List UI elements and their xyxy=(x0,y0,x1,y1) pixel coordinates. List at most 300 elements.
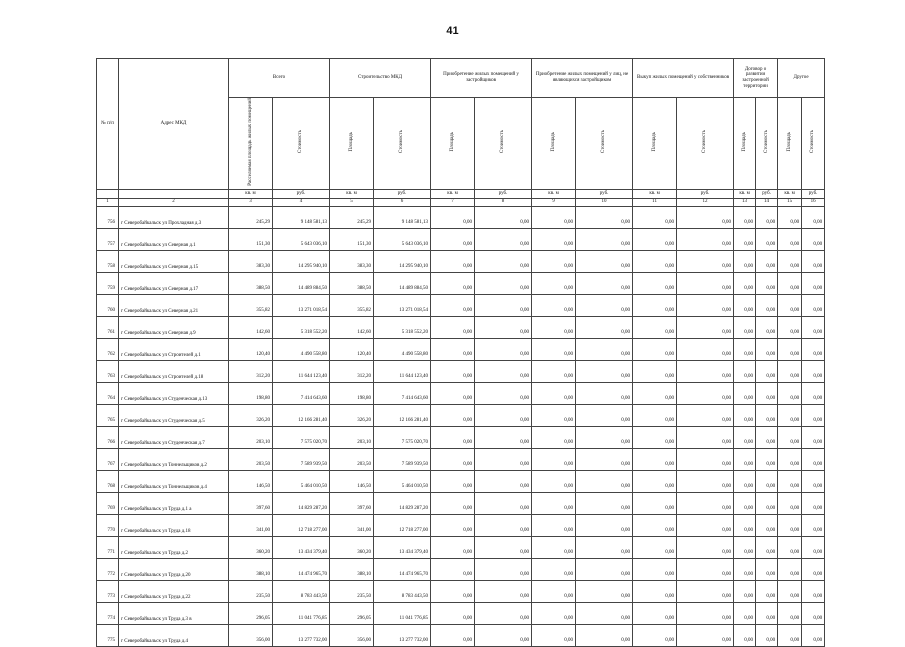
row-value-c13: 0,00 xyxy=(734,272,756,294)
units-cell: кв. м xyxy=(431,189,475,198)
row-value-c15: 0,00 xyxy=(778,558,802,580)
table-row xyxy=(97,536,825,558)
row-total-cost: 14 829 287,20 xyxy=(273,492,330,514)
row-value-c10: 0,00 xyxy=(576,404,633,426)
table-row xyxy=(97,492,825,514)
units-cell: кв. м xyxy=(778,189,802,198)
row-construction-cost: 7 414 643,60 xyxy=(374,382,431,404)
row-value-c16: 0,00 xyxy=(802,602,825,624)
row-number: 771 xyxy=(97,536,119,558)
column-number: 7 xyxy=(431,198,475,206)
row-value-c11: 0,00 xyxy=(633,250,677,272)
row-value-c16: 0,00 xyxy=(802,536,825,558)
row-construction-area: 388,10 xyxy=(330,558,374,580)
row-total-cost: 12 718 277,00 xyxy=(273,514,330,536)
row-value-c12: 0,00 xyxy=(677,316,734,338)
row-address: г Северобайкальск ул Труда д.20 xyxy=(119,558,229,580)
table-row xyxy=(97,448,825,470)
row-value-c11: 0,00 xyxy=(633,426,677,448)
row-value-c12: 0,00 xyxy=(677,426,734,448)
row-value-c7: 0,00 xyxy=(431,448,475,470)
row-value-c9: 0,00 xyxy=(532,602,576,624)
row-value-c8: 0,00 xyxy=(475,558,532,580)
row-address: г Северобайкальск ул Труда д.2 xyxy=(119,536,229,558)
row-value-c13: 0,00 xyxy=(734,382,756,404)
row-value-c7: 0,00 xyxy=(431,360,475,382)
table-row xyxy=(97,360,825,382)
row-value-c8: 0,00 xyxy=(475,360,532,382)
table-row xyxy=(97,602,825,624)
row-address: г Северобайкальск ул Студенческая д.7 xyxy=(119,426,229,448)
row-total-area: 203,50 xyxy=(229,448,273,470)
row-value-c13: 0,00 xyxy=(734,602,756,624)
row-value-c14: 0,00 xyxy=(756,580,778,602)
row-construction-area: 142,60 xyxy=(330,316,374,338)
row-value-c11: 0,00 xyxy=(633,338,677,360)
row-number: 761 xyxy=(97,316,119,338)
column-number: 12 xyxy=(677,198,734,206)
row-value-c10: 0,00 xyxy=(576,272,633,294)
row-value-c8: 0,00 xyxy=(475,514,532,536)
row-value-c9: 0,00 xyxy=(532,624,576,646)
row-value-c13: 0,00 xyxy=(734,360,756,382)
row-construction-area: 341,00 xyxy=(330,514,374,536)
row-total-cost: 5 464 010,50 xyxy=(273,470,330,492)
row-construction-cost: 14 489 884,50 xyxy=(374,272,431,294)
row-value-c11: 0,00 xyxy=(633,514,677,536)
row-construction-area: 146,50 xyxy=(330,470,374,492)
row-value-c11: 0,00 xyxy=(633,536,677,558)
row-value-c14: 0,00 xyxy=(756,602,778,624)
column-number: 6 xyxy=(374,198,431,206)
row-value-c16: 0,00 xyxy=(802,448,825,470)
row-address: г Северобайкальск ул Северная д.21 xyxy=(119,294,229,316)
row-value-c11: 0,00 xyxy=(633,206,677,228)
row-value-c9: 0,00 xyxy=(532,250,576,272)
column-number: 2 xyxy=(119,198,229,206)
row-number: 759 xyxy=(97,272,119,294)
header-construction: Строительство МКД xyxy=(330,59,431,98)
row-value-c15: 0,00 xyxy=(778,250,802,272)
units-row xyxy=(97,189,825,198)
row-value-c13: 0,00 xyxy=(734,228,756,250)
subheader-cost: Стоимость xyxy=(576,98,633,190)
row-value-c9: 0,00 xyxy=(532,470,576,492)
table-row xyxy=(97,426,825,448)
row-value-c11: 0,00 xyxy=(633,448,677,470)
row-value-c12: 0,00 xyxy=(677,492,734,514)
row-number: 756 xyxy=(97,206,119,228)
row-value-c15: 0,00 xyxy=(778,206,802,228)
row-address: г Северобайкальск ул Труда д.22 xyxy=(119,580,229,602)
row-construction-cost: 14 474 965,70 xyxy=(374,558,431,580)
row-value-c10: 0,00 xyxy=(576,228,633,250)
row-value-c10: 0,00 xyxy=(576,580,633,602)
row-value-c16: 0,00 xyxy=(802,316,825,338)
row-value-c10: 0,00 xyxy=(576,294,633,316)
table-row xyxy=(97,316,825,338)
row-value-c7: 0,00 xyxy=(431,492,475,514)
row-value-c8: 0,00 xyxy=(475,580,532,602)
row-address: г Северобайкальск ул Тоннельщиков д.2 xyxy=(119,448,229,470)
column-number: 9 xyxy=(532,198,576,206)
row-construction-cost: 14 295 940,10 xyxy=(374,250,431,272)
row-value-c13: 0,00 xyxy=(734,206,756,228)
row-value-c14: 0,00 xyxy=(756,404,778,426)
row-value-c14: 0,00 xyxy=(756,338,778,360)
units-cell: кв. м xyxy=(330,189,374,198)
row-value-c8: 0,00 xyxy=(475,404,532,426)
row-value-c9: 0,00 xyxy=(532,360,576,382)
row-value-c10: 0,00 xyxy=(576,470,633,492)
table-row xyxy=(97,624,825,646)
header-buy-not-developer: Приобретение жилых помещений у лиц, не являющихся застройщиком xyxy=(532,59,633,98)
row-total-cost: 14 474 965,70 xyxy=(273,558,330,580)
row-value-c8: 0,00 xyxy=(475,272,532,294)
units-cell: кв. м xyxy=(229,189,273,198)
row-construction-cost: 13 271 018,54 xyxy=(374,294,431,316)
row-value-c15: 0,00 xyxy=(778,580,802,602)
row-number: 766 xyxy=(97,426,119,448)
row-value-c9: 0,00 xyxy=(532,580,576,602)
row-value-c16: 0,00 xyxy=(802,624,825,646)
row-address: г Северобайкальск ул Труда д.3 в xyxy=(119,602,229,624)
row-construction-cost: 9 148 581,13 xyxy=(374,206,431,228)
row-value-c7: 0,00 xyxy=(431,294,475,316)
row-address: г Северобайкальск ул Северная д.15 xyxy=(119,250,229,272)
row-total-cost: 7 414 643,60 xyxy=(273,382,330,404)
row-value-c7: 0,00 xyxy=(431,558,475,580)
units-cell: руб. xyxy=(475,189,532,198)
row-total-cost: 13 434 379,40 xyxy=(273,536,330,558)
row-total-area: 341,00 xyxy=(229,514,273,536)
units-cell-empty xyxy=(97,189,119,198)
row-value-c11: 0,00 xyxy=(633,404,677,426)
row-value-c12: 0,00 xyxy=(677,206,734,228)
row-value-c12: 0,00 xyxy=(677,602,734,624)
row-value-c7: 0,00 xyxy=(431,404,475,426)
header-buy-owners: Выкуп жилых помещений у собственников xyxy=(633,59,734,98)
row-total-cost: 7 589 939,50 xyxy=(273,448,330,470)
units-cell: руб. xyxy=(576,189,633,198)
row-construction-area: 151,30 xyxy=(330,228,374,250)
row-value-c15: 0,00 xyxy=(778,602,802,624)
row-total-cost: 11 041 776,85 xyxy=(273,602,330,624)
row-total-cost: 5 643 036,10 xyxy=(273,228,330,250)
table-row xyxy=(97,228,825,250)
row-total-area: 356,00 xyxy=(229,624,273,646)
row-value-c7: 0,00 xyxy=(431,228,475,250)
row-value-c10: 0,00 xyxy=(576,624,633,646)
table-row xyxy=(97,250,825,272)
row-value-c13: 0,00 xyxy=(734,294,756,316)
row-value-c9: 0,00 xyxy=(532,338,576,360)
row-construction-cost: 7 589 939,50 xyxy=(374,448,431,470)
row-value-c14: 0,00 xyxy=(756,448,778,470)
column-number: 5 xyxy=(330,198,374,206)
header-other: Другое xyxy=(778,59,825,98)
row-construction-area: 326,20 xyxy=(330,404,374,426)
header-address: Адрес МКД xyxy=(119,59,229,190)
row-total-cost: 14 295 940,10 xyxy=(273,250,330,272)
row-value-c13: 0,00 xyxy=(734,404,756,426)
row-total-area: 388,10 xyxy=(229,558,273,580)
row-value-c7: 0,00 xyxy=(431,536,475,558)
row-number: 772 xyxy=(97,558,119,580)
row-address: г Северобайкальск ул Труда д.18 xyxy=(119,514,229,536)
row-value-c10: 0,00 xyxy=(576,338,633,360)
row-value-c11: 0,00 xyxy=(633,228,677,250)
units-cell: руб. xyxy=(677,189,734,198)
row-construction-cost: 13 277 732,00 xyxy=(374,624,431,646)
subheader-total-area: Расселяемая площадь жилых помещений xyxy=(229,98,273,190)
row-value-c9: 0,00 xyxy=(532,316,576,338)
units-cell: кв. м xyxy=(532,189,576,198)
row-number: 773 xyxy=(97,580,119,602)
row-number: 769 xyxy=(97,492,119,514)
row-value-c13: 0,00 xyxy=(734,250,756,272)
row-construction-cost: 11 041 776,85 xyxy=(374,602,431,624)
row-construction-area: 198,80 xyxy=(330,382,374,404)
row-value-c16: 0,00 xyxy=(802,228,825,250)
row-value-c13: 0,00 xyxy=(734,316,756,338)
row-value-c12: 0,00 xyxy=(677,272,734,294)
subheader-cost: Стоимость xyxy=(374,98,431,190)
row-value-c14: 0,00 xyxy=(756,272,778,294)
row-address: г Северобайкальск ул Труда д.1 а xyxy=(119,492,229,514)
row-value-c7: 0,00 xyxy=(431,470,475,492)
table-row xyxy=(97,382,825,404)
row-construction-cost: 5 318 552,20 xyxy=(374,316,431,338)
row-total-cost: 7 575 020,70 xyxy=(273,426,330,448)
row-value-c9: 0,00 xyxy=(532,294,576,316)
row-value-c8: 0,00 xyxy=(475,536,532,558)
row-value-c16: 0,00 xyxy=(802,558,825,580)
row-total-area: 355,82 xyxy=(229,294,273,316)
row-value-c11: 0,00 xyxy=(633,602,677,624)
row-address: г Северобайкальск ул Студенческая д.5 xyxy=(119,404,229,426)
row-value-c11: 0,00 xyxy=(633,624,677,646)
row-total-area: 151,30 xyxy=(229,228,273,250)
row-total-area: 388,50 xyxy=(229,272,273,294)
row-value-c12: 0,00 xyxy=(677,580,734,602)
row-value-c14: 0,00 xyxy=(756,294,778,316)
row-value-c7: 0,00 xyxy=(431,338,475,360)
row-address: г Северобайкальск ул Северная д.17 xyxy=(119,272,229,294)
row-value-c15: 0,00 xyxy=(778,536,802,558)
row-value-c8: 0,00 xyxy=(475,228,532,250)
table-row xyxy=(97,338,825,360)
row-value-c14: 0,00 xyxy=(756,624,778,646)
header-group-row xyxy=(97,59,825,98)
row-value-c9: 0,00 xyxy=(532,492,576,514)
table-body xyxy=(97,206,825,646)
row-number: 767 xyxy=(97,448,119,470)
row-value-c13: 0,00 xyxy=(734,492,756,514)
row-construction-area: 120,40 xyxy=(330,338,374,360)
column-number: 8 xyxy=(475,198,532,206)
row-value-c13: 0,00 xyxy=(734,558,756,580)
row-value-c10: 0,00 xyxy=(576,382,633,404)
row-value-c9: 0,00 xyxy=(532,448,576,470)
row-value-c9: 0,00 xyxy=(532,272,576,294)
subheader-cost: Стоимость xyxy=(677,98,734,190)
row-construction-area: 397,60 xyxy=(330,492,374,514)
row-value-c14: 0,00 xyxy=(756,206,778,228)
row-value-c7: 0,00 xyxy=(431,514,475,536)
row-value-c15: 0,00 xyxy=(778,426,802,448)
row-total-cost: 11 644 123,40 xyxy=(273,360,330,382)
row-value-c11: 0,00 xyxy=(633,558,677,580)
row-value-c8: 0,00 xyxy=(475,316,532,338)
row-address: г Северобайкальск ул Студенческая д.13 xyxy=(119,382,229,404)
row-construction-area: 312,20 xyxy=(330,360,374,382)
units-cell: руб. xyxy=(802,189,825,198)
row-value-c15: 0,00 xyxy=(778,360,802,382)
row-value-c10: 0,00 xyxy=(576,514,633,536)
row-number: 763 xyxy=(97,360,119,382)
row-total-area: 383,30 xyxy=(229,250,273,272)
row-total-area: 296,05 xyxy=(229,602,273,624)
row-value-c16: 0,00 xyxy=(802,382,825,404)
row-value-c12: 0,00 xyxy=(677,338,734,360)
row-value-c14: 0,00 xyxy=(756,382,778,404)
row-value-c10: 0,00 xyxy=(576,426,633,448)
row-value-c13: 0,00 xyxy=(734,338,756,360)
row-total-cost: 14 489 884,50 xyxy=(273,272,330,294)
header-total: Всего xyxy=(229,59,330,98)
row-value-c16: 0,00 xyxy=(802,294,825,316)
row-total-cost: 13 277 732,00 xyxy=(273,624,330,646)
row-value-c15: 0,00 xyxy=(778,382,802,404)
row-value-c12: 0,00 xyxy=(677,624,734,646)
row-value-c13: 0,00 xyxy=(734,580,756,602)
table-row xyxy=(97,514,825,536)
row-value-c13: 0,00 xyxy=(734,448,756,470)
row-value-c7: 0,00 xyxy=(431,382,475,404)
table-row xyxy=(97,294,825,316)
row-value-c14: 0,00 xyxy=(756,558,778,580)
row-value-c9: 0,00 xyxy=(532,536,576,558)
row-value-c12: 0,00 xyxy=(677,382,734,404)
row-value-c16: 0,00 xyxy=(802,492,825,514)
column-number: 11 xyxy=(633,198,677,206)
row-total-cost: 9 148 581,13 xyxy=(273,206,330,228)
row-total-area: 360,20 xyxy=(229,536,273,558)
row-value-c12: 0,00 xyxy=(677,250,734,272)
row-value-c12: 0,00 xyxy=(677,558,734,580)
row-value-c8: 0,00 xyxy=(475,624,532,646)
column-number: 1 xyxy=(97,198,119,206)
row-value-c16: 0,00 xyxy=(802,272,825,294)
row-number: 770 xyxy=(97,514,119,536)
row-value-c12: 0,00 xyxy=(677,404,734,426)
subheader-cost: Стоимость xyxy=(802,98,825,190)
row-value-c7: 0,00 xyxy=(431,206,475,228)
subheader-cost: Стоимость xyxy=(475,98,532,190)
row-number: 764 xyxy=(97,382,119,404)
row-value-c10: 0,00 xyxy=(576,492,633,514)
row-value-c8: 0,00 xyxy=(475,206,532,228)
row-value-c16: 0,00 xyxy=(802,426,825,448)
row-value-c15: 0,00 xyxy=(778,338,802,360)
row-value-c11: 0,00 xyxy=(633,294,677,316)
row-total-cost: 5 318 552,20 xyxy=(273,316,330,338)
table-row xyxy=(97,580,825,602)
row-value-c15: 0,00 xyxy=(778,492,802,514)
row-construction-area: 388,50 xyxy=(330,272,374,294)
row-total-cost: 4 490 558,80 xyxy=(273,338,330,360)
resettlement-table xyxy=(96,58,825,647)
row-value-c14: 0,00 xyxy=(756,228,778,250)
row-total-cost: 12 166 281,40 xyxy=(273,404,330,426)
page-number: 41 xyxy=(446,25,459,37)
subheader-area: Площадь xyxy=(431,98,475,190)
row-address: г Северобайкальск ул Тоннельщиков д.4 xyxy=(119,470,229,492)
row-value-c12: 0,00 xyxy=(677,228,734,250)
row-value-c8: 0,00 xyxy=(475,448,532,470)
subheader-cost: Стоимость xyxy=(273,98,330,190)
row-number: 762 xyxy=(97,338,119,360)
row-value-c8: 0,00 xyxy=(475,426,532,448)
row-value-c9: 0,00 xyxy=(532,514,576,536)
column-number: 16 xyxy=(802,198,825,206)
row-construction-cost: 4 490 558,80 xyxy=(374,338,431,360)
row-value-c11: 0,00 xyxy=(633,492,677,514)
row-value-c11: 0,00 xyxy=(633,382,677,404)
row-number: 757 xyxy=(97,228,119,250)
row-value-c10: 0,00 xyxy=(576,206,633,228)
row-value-c14: 0,00 xyxy=(756,316,778,338)
units-cell: руб. xyxy=(374,189,431,198)
row-value-c8: 0,00 xyxy=(475,338,532,360)
table-row xyxy=(97,470,825,492)
row-value-c13: 0,00 xyxy=(734,514,756,536)
row-construction-area: 203,10 xyxy=(330,426,374,448)
row-value-c16: 0,00 xyxy=(802,580,825,602)
row-value-c15: 0,00 xyxy=(778,228,802,250)
row-value-c9: 0,00 xyxy=(532,404,576,426)
row-value-c10: 0,00 xyxy=(576,558,633,580)
row-number: 765 xyxy=(97,404,119,426)
row-address: г Северобайкальск ул Северная д.1 xyxy=(119,228,229,250)
row-value-c12: 0,00 xyxy=(677,360,734,382)
row-value-c8: 0,00 xyxy=(475,250,532,272)
row-value-c8: 0,00 xyxy=(475,492,532,514)
row-total-area: 146,50 xyxy=(229,470,273,492)
row-value-c14: 0,00 xyxy=(756,514,778,536)
row-number: 760 xyxy=(97,294,119,316)
row-value-c10: 0,00 xyxy=(576,536,633,558)
row-value-c10: 0,00 xyxy=(576,360,633,382)
subheader-area: Площадь xyxy=(633,98,677,190)
row-value-c13: 0,00 xyxy=(734,426,756,448)
row-total-area: 397,60 xyxy=(229,492,273,514)
row-value-c13: 0,00 xyxy=(734,624,756,646)
row-value-c14: 0,00 xyxy=(756,492,778,514)
table-row xyxy=(97,404,825,426)
row-value-c7: 0,00 xyxy=(431,602,475,624)
row-construction-cost: 12 166 281,40 xyxy=(374,404,431,426)
subheader-area: Площадь xyxy=(330,98,374,190)
row-value-c7: 0,00 xyxy=(431,426,475,448)
row-value-c12: 0,00 xyxy=(677,536,734,558)
row-value-c10: 0,00 xyxy=(576,602,633,624)
row-address: г Северобайкальск ул Северная д.9 xyxy=(119,316,229,338)
column-number: 15 xyxy=(778,198,802,206)
row-value-c7: 0,00 xyxy=(431,250,475,272)
row-construction-cost: 8 783 443,50 xyxy=(374,580,431,602)
